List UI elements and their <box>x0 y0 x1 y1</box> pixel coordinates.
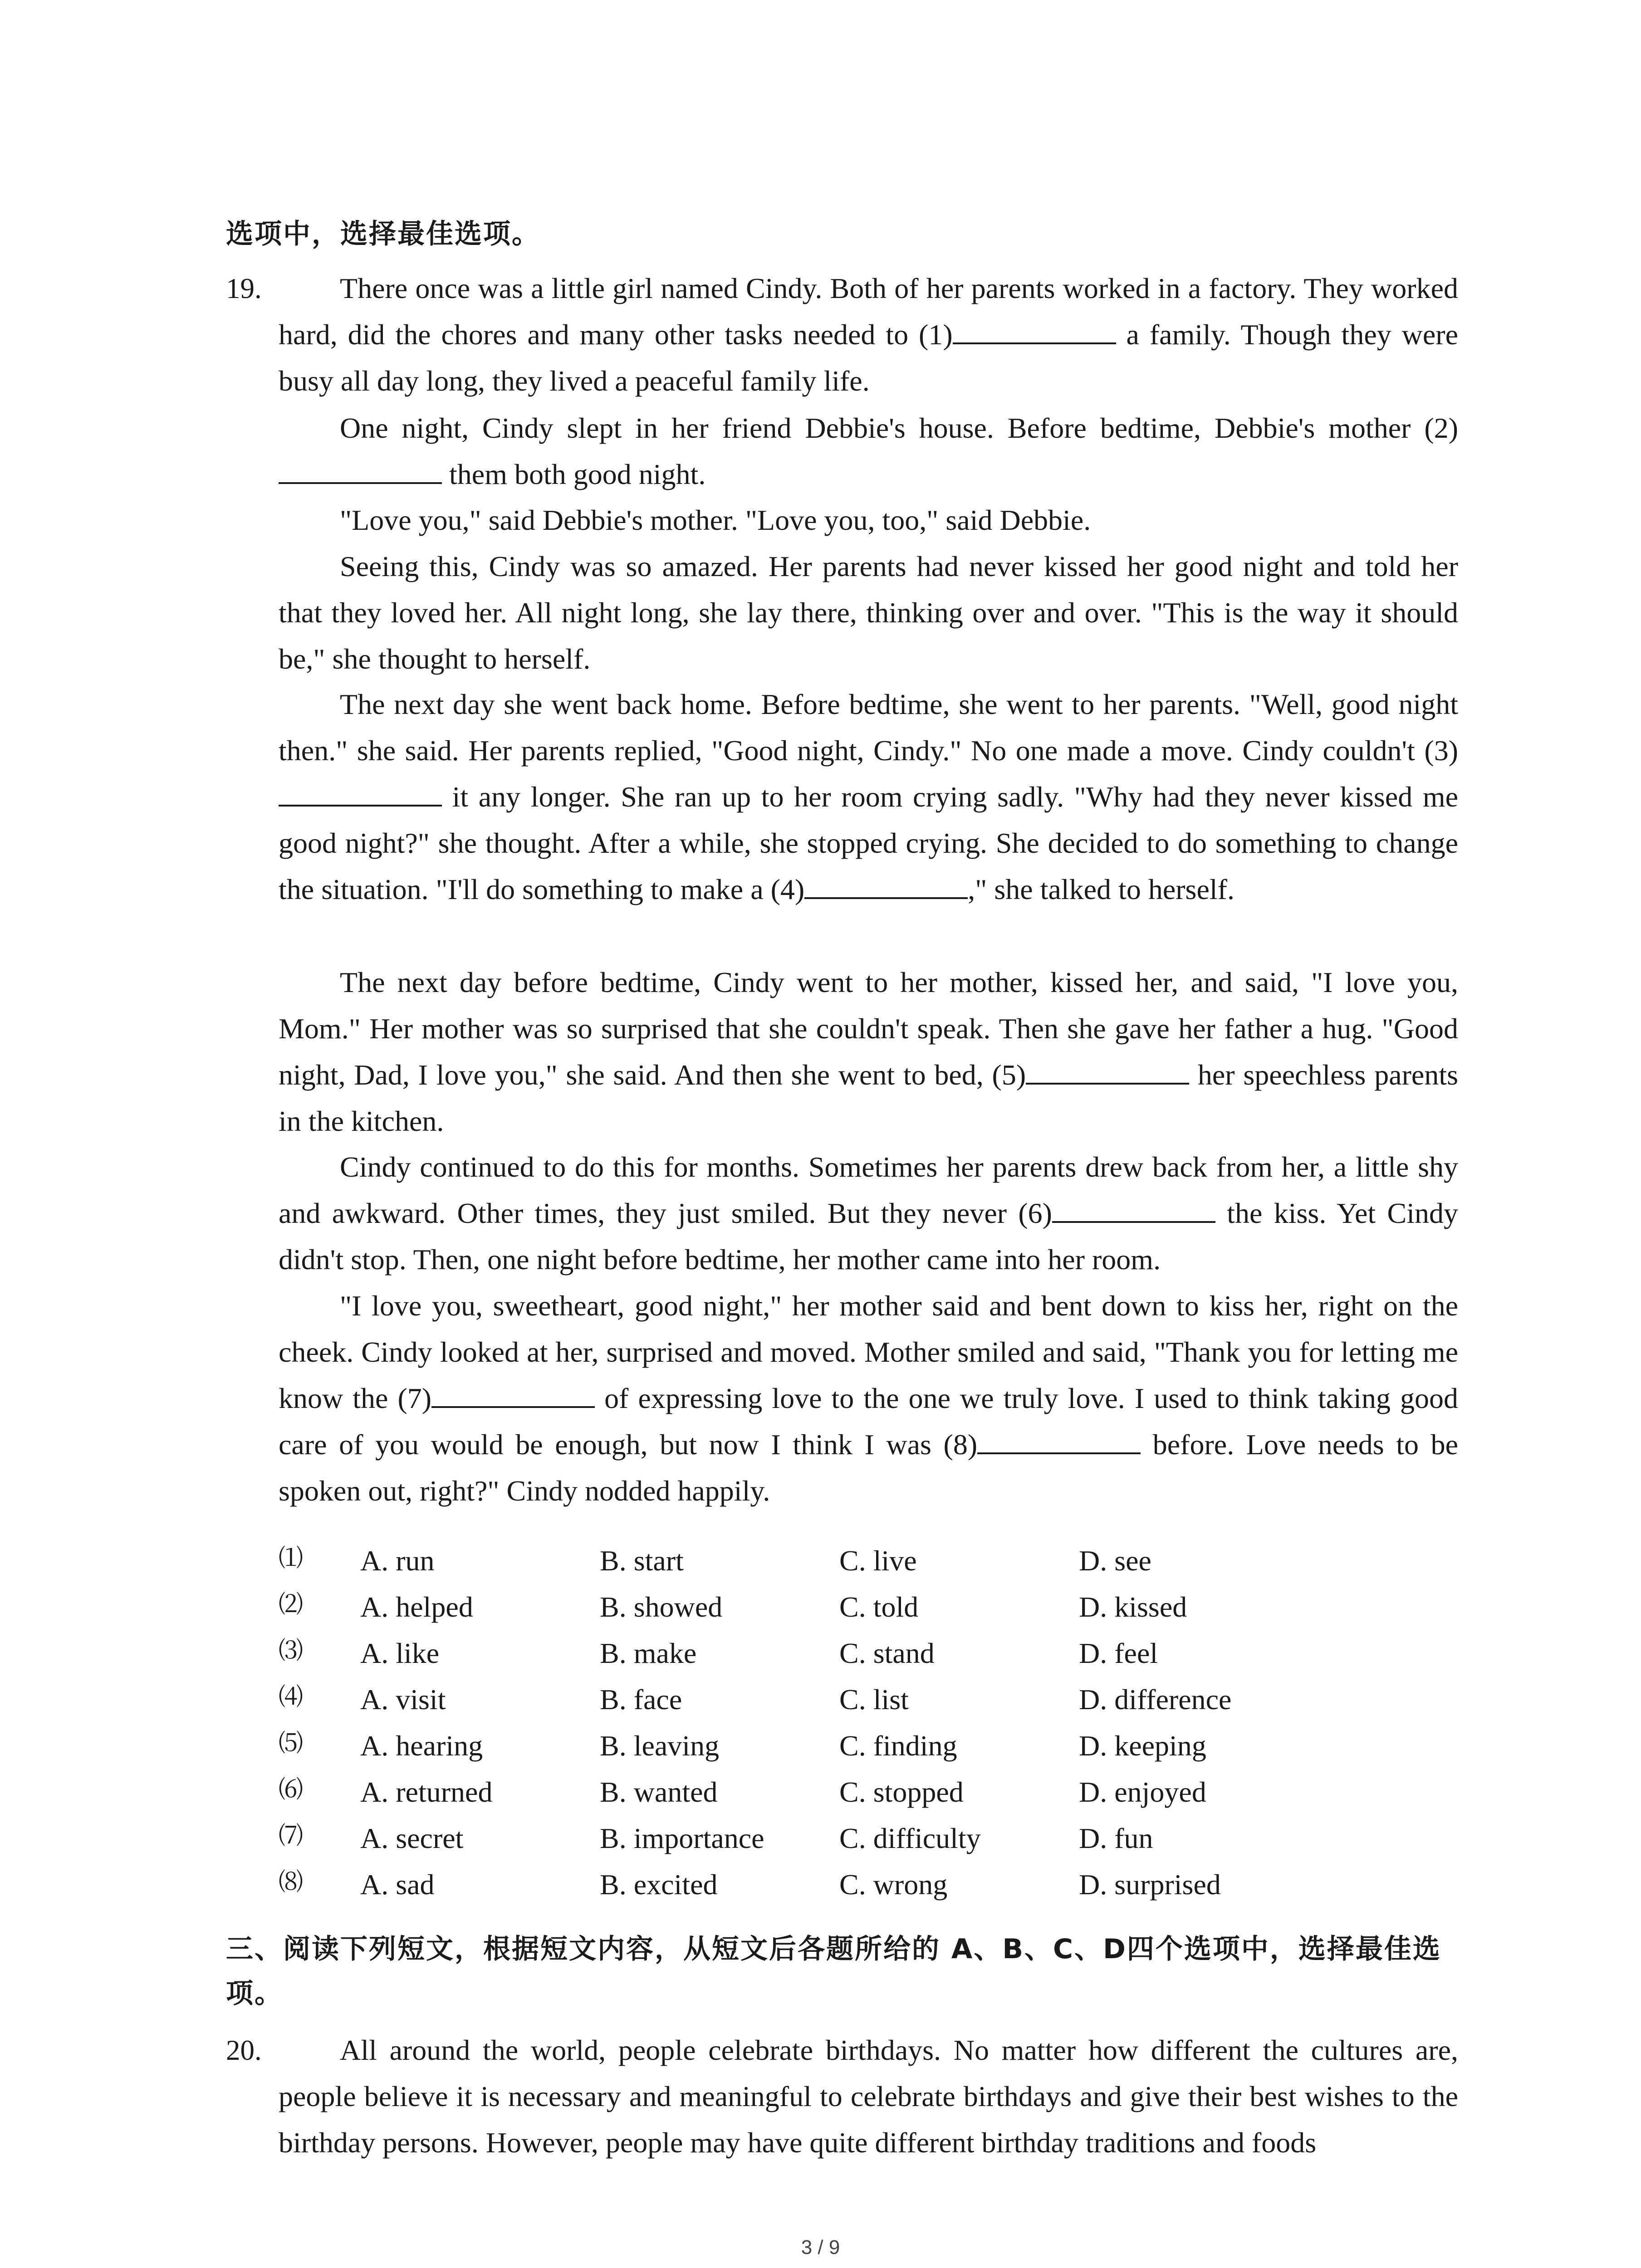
blank-3[interactable] <box>279 779 442 807</box>
blank-8[interactable] <box>977 1427 1141 1454</box>
option-a[interactable]: A. returned <box>360 1776 493 1808</box>
option-c[interactable]: C. difficulty <box>839 1822 981 1854</box>
option-c[interactable]: C. list <box>839 1683 909 1716</box>
option-a[interactable]: A. visit <box>360 1683 446 1716</box>
option-d[interactable]: D. surprised <box>1079 1868 1221 1901</box>
question-number-20: 20. <box>226 2034 262 2066</box>
option-d[interactable]: D. enjoyed <box>1079 1776 1206 1808</box>
blank-5[interactable] <box>1026 1057 1189 1085</box>
option-b[interactable]: B. excited <box>600 1868 718 1901</box>
q19-options <box>279 1538 1458 1908</box>
q19-paragraph-6: The next day before bedtime, Cindy went to her mother, kissed her, and said, "I love you, Mom." Her mother was so surprised that she couldn't speak. Then she gave her father a hug. "Good night, Dad, I love you," she said. And then she went to bed, (5) her speechless parents in the kitchen. <box>279 966 1459 1137</box>
option-a[interactable]: A. run <box>360 1545 435 1577</box>
option-d[interactable]: D. see <box>1079 1545 1151 1577</box>
option-b[interactable]: B. showed <box>600 1591 723 1623</box>
option-c[interactable]: C. stand <box>839 1637 935 1669</box>
q19-paragraph-7: Cindy continued to do this for months. Sometimes her parents drew back from her, a little shy and awkward. Other times, they just smiled. But they never (6) the kiss. Yet Cindy didn't stop. Then, one night before bedtime, her mother came into her room. <box>279 1151 1459 1276</box>
option-a[interactable]: A. like <box>360 1637 440 1669</box>
option-d[interactable]: D. kissed <box>1079 1591 1187 1623</box>
q19-paragraph-5: The next day she went back home. Before bedtime, she went to her parents. "Well, good night then." she said. Her parents replied, "Good night, Cindy." No one made a move. Cindy couldn't (3) it any longer. She ran up to her room crying sadly. "Why had they never kissed me good night?" she thought. After a while, she stopped crying. She decided to do something to change the situation. "I'll do something to make a (4) ," she talked to herself. <box>279 688 1458 905</box>
option-b[interactable]: B. wanted <box>600 1776 718 1808</box>
blank-1[interactable] <box>953 317 1116 344</box>
option-row-2: ⑵ A. helped B. showed C. told D. kissed <box>279 1584 1458 1630</box>
q19-paragraph-2: One night, Cindy slept in her friend Debbie's house. Before bedtime, Debbie's mother (2) them both good night. <box>279 405 1458 498</box>
section-intro-tail: 选项中，选择最佳选项。 <box>226 218 540 250</box>
option-c[interactable]: C. live <box>839 1545 917 1577</box>
option-row-4: ⑷ A. visit B. face C. list D. difference <box>279 1677 1458 1723</box>
q19-paragraph-1: There once was a little girl named Cindy. Both of her parents worked in a factory. They worked hard, did the chores and many other tasks needed to (1) a family. Though they were busy all day long, they lived a peaceful family life. <box>279 272 1458 397</box>
option-b[interactable]: B. leaving <box>600 1730 720 1762</box>
option-b[interactable]: B. importance <box>600 1822 764 1854</box>
option-b[interactable]: B. start <box>600 1545 684 1577</box>
option-b[interactable]: B. face <box>600 1683 682 1716</box>
option-c[interactable]: C. told <box>839 1591 919 1623</box>
option-row-5: ⑸ A. hearing B. leaving C. finding D. keeping <box>279 1723 1458 1769</box>
blank-7[interactable] <box>431 1381 595 1408</box>
option-row-1: ⑴ A. run B. start C. live D. see <box>279 1538 1458 1584</box>
section-3-heading: 三、阅读下列短文，根据短文内容，从短文后各题所给的 A、B、C、D四个选项中，选择最佳选项。 <box>226 1933 1441 2009</box>
blank-2[interactable] <box>279 457 442 484</box>
option-a[interactable]: A. hearing <box>360 1730 483 1762</box>
option-d[interactable]: D. fun <box>1079 1822 1153 1854</box>
option-a[interactable]: A. helped <box>360 1591 473 1623</box>
option-row-6: ⑹ A. returned B. wanted C. stopped D. enjoyed <box>279 1769 1458 1815</box>
q20-paragraph-1: All around the world, people celebrate birthdays. No matter how different the cultures are, people believe it is necessary and meaningful to celebrate birthdays and give their best wishes to the birthday persons. However, people may have quite different birthday traditions and foods <box>279 2034 1458 2159</box>
q19-paragraph-3: "Love you," said Debbie's mother. "Love you, too," said Debbie. <box>340 504 1091 536</box>
option-b[interactable]: B. make <box>600 1637 697 1669</box>
q19-paragraph-8: "I love you, sweetheart, good night," her mother said and bent down to kiss her, right on the cheek. Cindy looked at her, surprised and moved. Mother smiled and said, "Thank you for letting me know the (7) of expressing love to the one we truly love. I used to think taking good care of you would be enough, but now I think I was (8) before. Love needs to be spoken out, right?" Cindy nodded happily. <box>279 1290 1459 1507</box>
question-number-19: 19. <box>226 273 262 304</box>
page-number: 3 / 9 <box>801 2236 840 2258</box>
option-c[interactable]: C. stopped <box>839 1776 964 1808</box>
option-row-8: ⑻ A. sad B. excited C. wrong D. surprised <box>279 1862 1458 1908</box>
q19-paragraph-4: Seeing this, Cindy was so amazed. Her parents had never kissed her good night and told her that they loved her. All night long, she lay there, thinking over and over. "This is the way it should be," she thought to herself. <box>279 550 1458 675</box>
option-c[interactable]: C. finding <box>839 1730 957 1762</box>
option-d[interactable]: D. keeping <box>1079 1730 1206 1762</box>
option-c[interactable]: C. wrong <box>839 1868 948 1901</box>
option-d[interactable]: D. difference <box>1079 1683 1232 1716</box>
option-row-7: ⑺ A. secret B. importance C. difficulty D. fun <box>279 1815 1458 1862</box>
blank-4[interactable] <box>804 872 968 899</box>
option-row-3: ⑶ A. like B. make C. stand D. feel <box>279 1630 1458 1677</box>
option-a[interactable]: A. sad <box>360 1868 435 1901</box>
option-d[interactable]: D. feel <box>1079 1637 1158 1669</box>
option-a[interactable]: A. secret <box>360 1822 464 1854</box>
blank-6[interactable] <box>1052 1196 1215 1223</box>
